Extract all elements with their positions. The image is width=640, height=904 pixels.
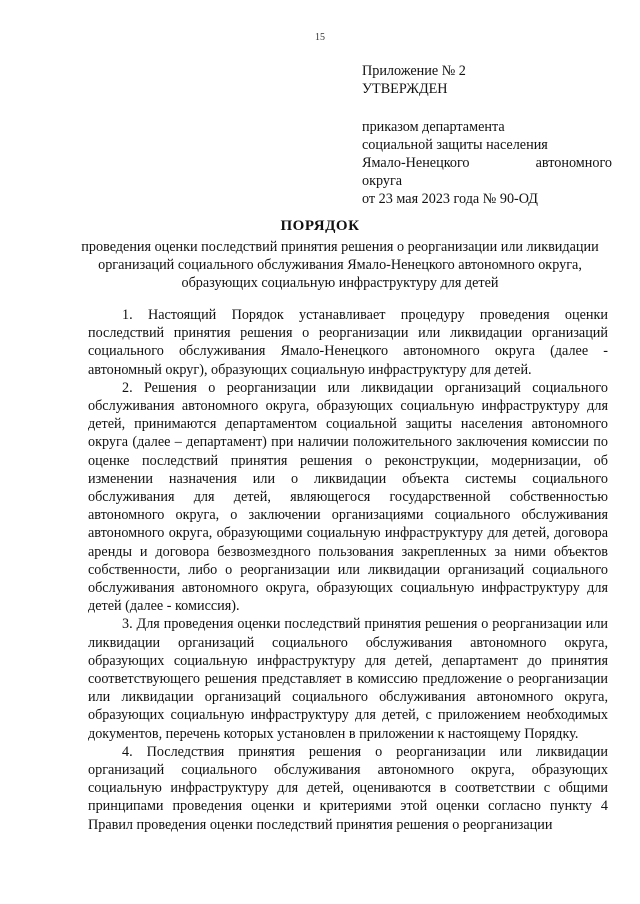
- approval-region-line: [362, 154, 612, 172]
- approval-block: [362, 62, 612, 208]
- document-subtitle: проведения оценки последствий принятия решения о реорганизации или ликвидации организаций социального обслуживания Ямало-Ненецкого автономного округа, образующих социальную инфраструктуру для детей: [81, 239, 599, 291]
- region-right: автономного: [535, 155, 612, 171]
- paragraph-1: 1. Настоящий Порядок устанавливает процедуру проведения оценки последствий принятия решения о реорганизации или ликвидации организаций социального обслуживания Ямало-Ненецкого автономного округа (далее - автономный округ), образующих социальную инфраструктуру для детей.: [88, 307, 608, 378]
- approved-label: УТВЕРЖДЕН: [362, 81, 448, 97]
- approval-date: от 23 мая 2023 года № 90-ОД: [362, 191, 538, 207]
- paragraph-3: 3. Для проведения оценки последствий принятия решения о реорганизации или ликвидации организаций социального обслуживания автономного округа, образующих социальную инфраструктуру для детей, департамент до принятия соответствующего решения представляет в комиссию предложение о реорганизации или ликвидации организаций социального обслуживания автономного округа, образующих социальную инфраструктуру для детей, с приложением необходимых документов, перечень которых установлен в приложении к настоящему Порядку.: [88, 616, 608, 742]
- approval-line: социальной защиты населения: [362, 137, 548, 153]
- document-body: [88, 306, 608, 834]
- page-number: 15: [315, 32, 325, 43]
- appendix-label: Приложение № 2: [362, 63, 466, 79]
- region-end: округа: [362, 173, 403, 189]
- document-title: ПОРЯДОК: [280, 218, 360, 234]
- approval-line: приказом департамента: [362, 119, 505, 135]
- paragraph-2: 2. Решения о реорганизации или ликвидации организаций социального обслуживания автономного округа, образующих социальную инфраструктуру для детей, принимаются департаментом социальной защиты населения автономного округа (далее – департамент) при наличии положительного заключения комиссии по оценке последствий принятия решения о реконструкции, модернизации, об изменении назначения или о ликвидации объекта системы социального обслуживания для детей, являющегося государственной собственностью автономного округа, о заключении организациями социального обслуживания автономного округа, образующими социальную инфраструктуру для детей, договора аренды и договора безвозмездного пользования закрепленных за ними объектов собственности, либо о реорганизации или ликвидации организаций социального обслуживания автономного округа, образующих социальную инфраструктуру для детей (далее - комиссия).: [88, 379, 608, 615]
- paragraph-4: 4. Последствия принятия решения о реорганизации или ликвидации организаций социального обслуживания автономного округа, образующих социальную инфраструктуру для детей, оцениваются в соответствии с общими принципами проведения оценки и критериями этой оценки согласно пункту 4 Правил проведения оценки последствий принятия решения о реорганизации: [88, 743, 608, 833]
- region-left: Ямало-Ненецкого: [362, 155, 470, 171]
